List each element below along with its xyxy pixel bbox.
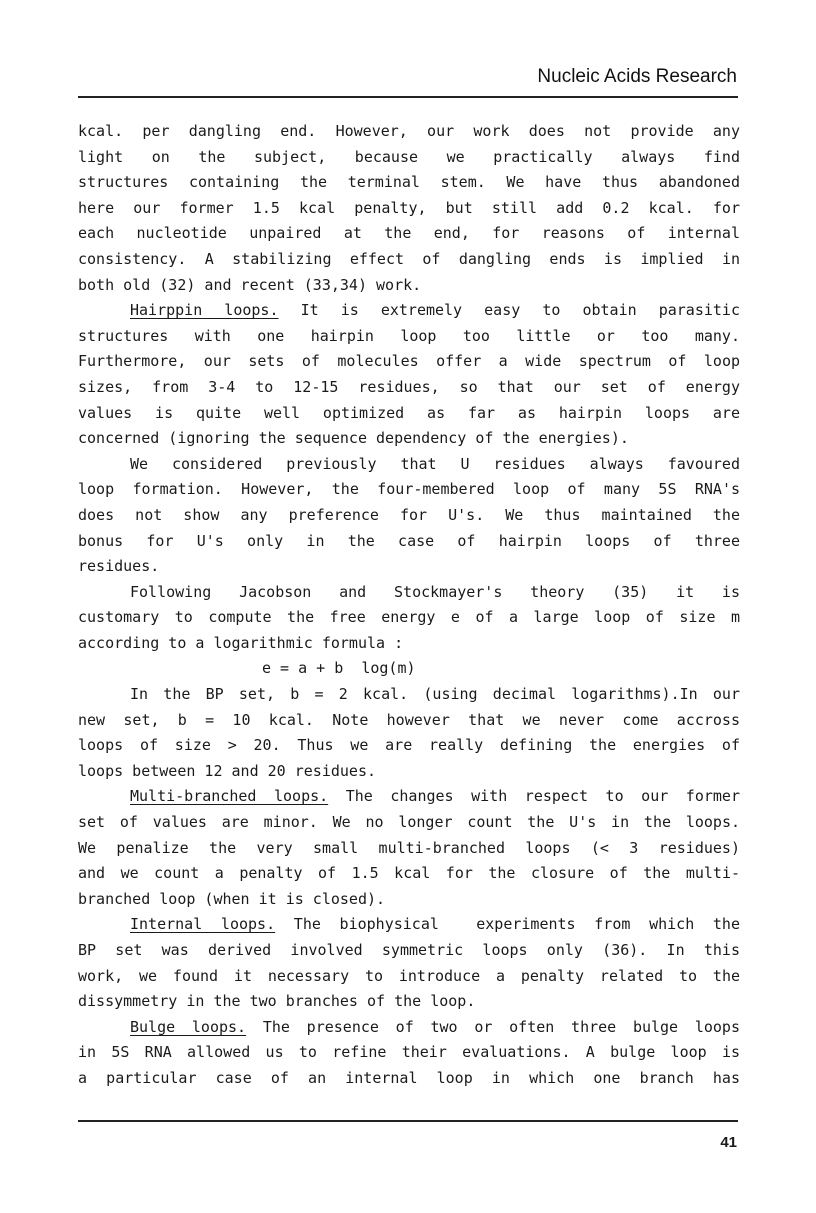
line-text: each nucleotide unpaired at the end, for reasons of internal [78,224,740,243]
text-line [78,810,740,836]
text-line [78,196,740,222]
line-text: The changes with respect to our former [328,787,740,806]
line-text: concerned (ignoring the sequence dependency of the energies). [78,429,629,448]
line-text: a particular case of an internal loop in which one branch has [78,1068,740,1087]
line-text: consistency. A stabilizing effect of dangling ends is implied in [78,249,740,268]
line-text: Furthermore, our sets of molecules offer a wide spectrum of loop [78,352,740,371]
line-text: In the BP set, b = 2 kcal. (using decimal logarithms).In our [130,685,740,704]
line-text: structures containing the terminal stem. We have thus abandoned [78,173,740,192]
text-line [78,964,740,990]
text-line [78,221,740,247]
line-text: sizes, from 3-4 to 12-15 residues, so that our set of energy [78,377,740,396]
line-text: The biophysical experiments from which the [275,915,740,934]
text-line [78,631,740,657]
text-line [78,401,740,427]
line-text: new set, b = 10 kcal. Note however that we never come accross [78,710,740,729]
line-text: residues. [78,557,160,576]
line-text: in 5S RNA allowed us to refine their evaluations. A bulge loop is [78,1043,740,1062]
section-heading: Bulge loops. [130,1017,247,1036]
line-text: branched loop (when it is closed). [78,889,386,908]
text-line [78,1040,740,1066]
text-line [78,477,740,503]
text-line [78,426,740,452]
text-line [78,554,740,580]
line-text: e = a + b log(m) [262,659,416,678]
line-text: We penalize the very small multi-branched loops (< 3 residues) [78,838,740,857]
body-text [78,119,740,1092]
text-line [78,784,740,810]
text-line [78,759,740,785]
line-text: We considered previously that U residues always favoured [130,454,740,473]
line-text: The presence of two or often three bulge loops [246,1017,740,1036]
text-line [78,298,740,324]
text-line [78,375,740,401]
text-line [78,836,740,862]
text-line [78,1015,740,1041]
line-text: loops between 12 and 20 residues. [78,761,377,780]
header-rule [78,96,738,98]
text-line [78,733,740,759]
line-text: and we count a penalty of 1.5 kcal for the closure of the multi- [78,864,740,883]
footer-rule [78,1120,738,1122]
section-heading: Hairppin loops. [130,301,279,320]
line-text: Following Jacobson and Stockmayer's theory (35) it is [130,582,740,601]
text-line [78,452,740,478]
text-line [78,989,740,1015]
line-text: dissymmetry in the two branches of the loop. [78,992,476,1011]
formula-line [78,656,740,682]
text-line [78,861,740,887]
line-text: values is quite well optimized as far as hairpin loops are [78,403,740,422]
line-text: set of values are minor. We no longer count the U's in the loops. [78,813,740,832]
line-text: loop formation. However, the four-membered loop of many 5S RNA's [78,480,740,499]
line-text: customary to compute the free energy e of a large loop of size m [78,608,740,627]
text-line [78,912,740,938]
line-text: both old (32) and recent (33,34) work. [78,275,422,294]
text-line [78,145,740,171]
line-text: BP set was derived involved symmetric loops only (36). In this [78,941,740,959]
text-line [78,503,740,529]
text-line [78,1066,740,1092]
line-text: here our former 1.5 kcal penalty, but still add 0.2 kcal. for [78,198,740,217]
text-line [78,887,740,913]
line-text: structures with one hairpin loop too little or too many. [78,326,740,345]
line-text: bonus for U's only in the case of hairpin loops of three [78,531,740,550]
section-heading: Multi-branched loops. [130,787,329,806]
line-text: does not show any preference for U's. We thus maintained the [78,505,740,524]
line-text: kcal. per dangling end. However, our work does not provide any [78,122,740,140]
line-text: It is extremely easy to obtain parasitic [278,301,740,320]
text-line [78,119,740,145]
text-line [78,324,740,350]
text-line [78,349,740,375]
text-line [78,247,740,273]
page-number: 41 [720,1134,737,1151]
text-line [78,708,740,734]
section-heading: Internal loops. [130,915,276,934]
text-line [78,938,740,964]
text-line [78,682,740,708]
text-line [78,529,740,555]
text-line [78,605,740,631]
journal-title: Nucleic Acids Research [537,66,737,87]
text-line [78,580,740,606]
text-line [78,273,740,299]
line-text: work, we found it necessary to introduce a penalty related to the [78,966,740,985]
line-text: according to a logarithmic formula : [78,633,404,652]
text-line [78,170,740,196]
line-text: loops of size > 20. Thus we are really defining the energies of [78,736,740,755]
line-text: light on the subject, because we practically always find [78,147,740,166]
